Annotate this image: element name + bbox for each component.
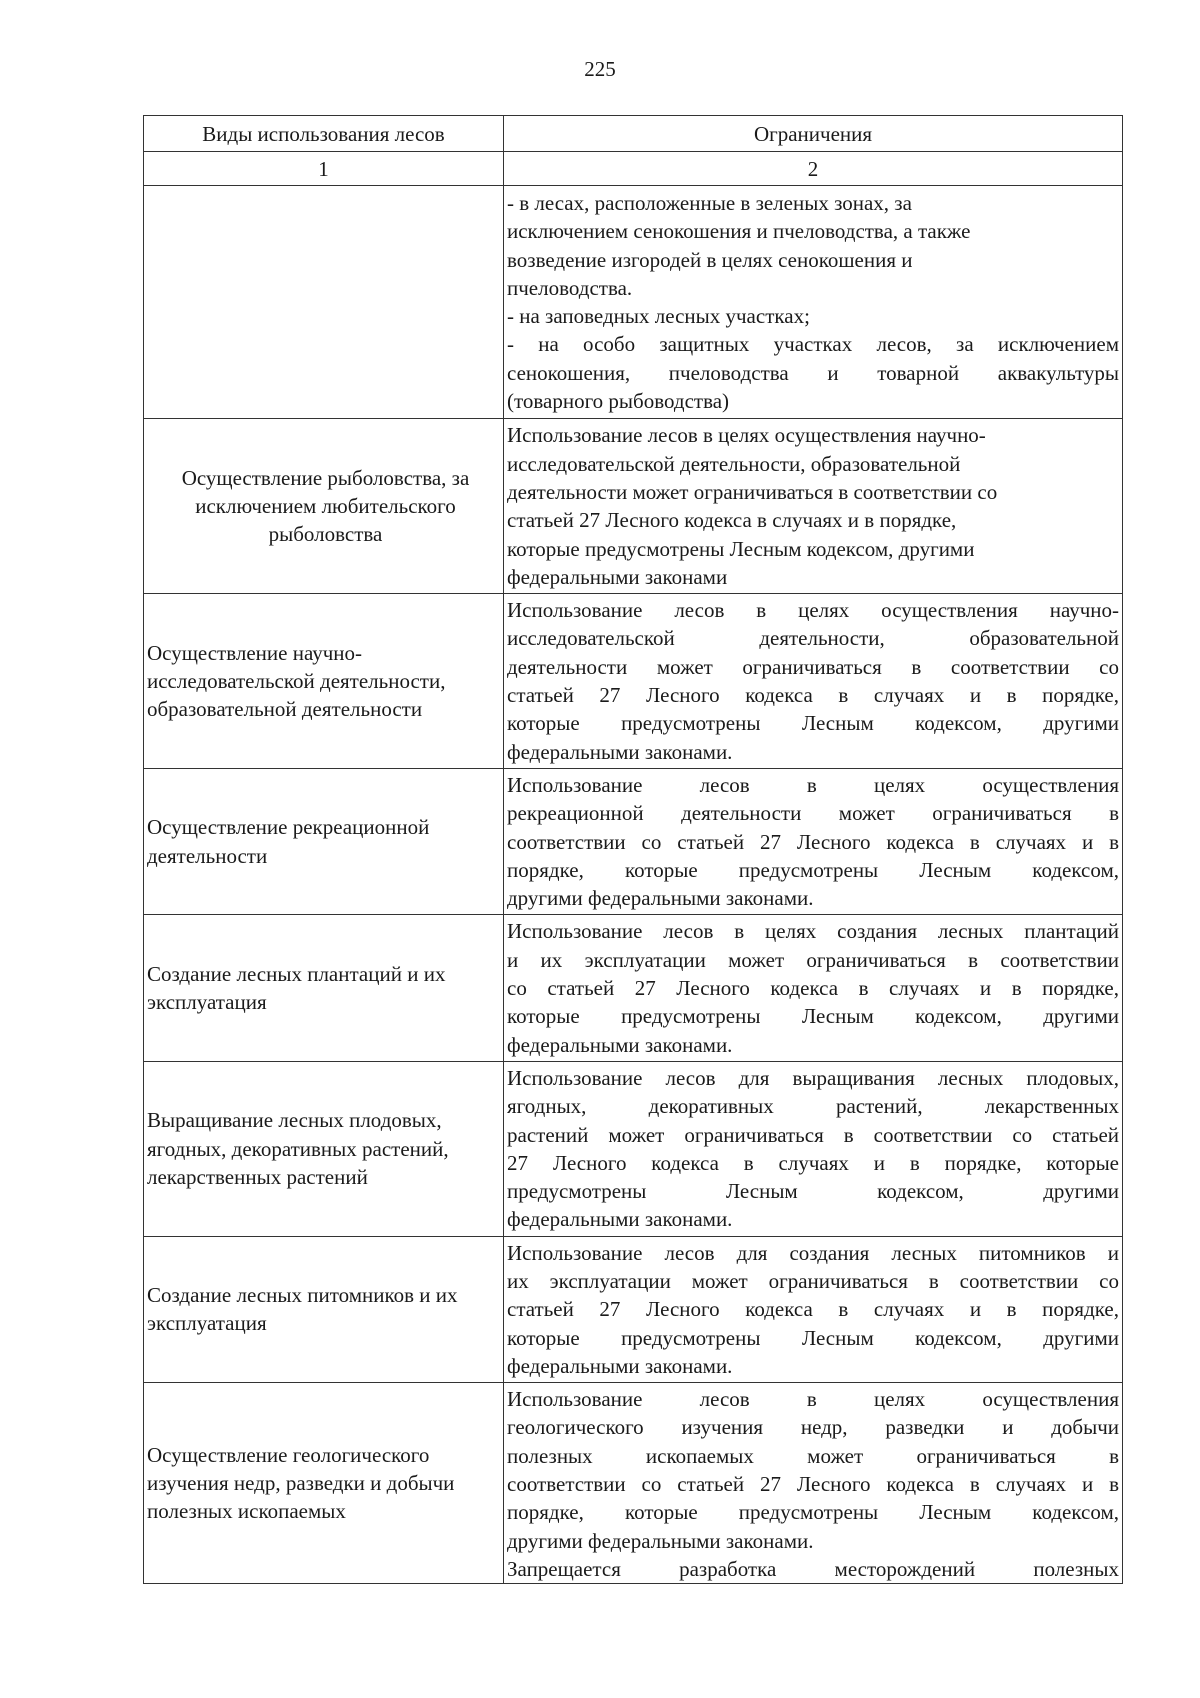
restriction-line: статьей 27 Лесного кодекса в случаях и в порядке,	[507, 1297, 1119, 1322]
restriction-line: деятельности может ограничиваться в соответствии со	[507, 654, 1119, 679]
restriction-line: статьей 27 Лесного кодекса в случаях и в порядке,	[507, 508, 957, 533]
column-number-row	[144, 152, 1123, 186]
forest-use-kind-cell: Осуществление научно-исследовательской деятельности, образовательной деятельности	[144, 594, 504, 769]
forest-use-kind-cell: Выращивание лесных плодовых, ягодных, декоративных растений, лекарственных растений	[144, 1061, 504, 1236]
restriction-line: (товарного рыбоводства)	[507, 389, 730, 414]
restriction-cell	[504, 1061, 1123, 1236]
restriction-cell	[504, 1236, 1123, 1382]
restriction-line: другими федеральными законами.	[507, 886, 814, 911]
restriction-cell	[504, 768, 1123, 914]
restriction-line: исключением сенокошения и пчеловодства, а также	[507, 219, 971, 244]
restriction-line: деятельности может ограничиваться в соответствии со	[507, 479, 998, 504]
restriction-line: порядке, которые предусмотрены Лесным кодексом,	[507, 1500, 1119, 1525]
restriction-line: рекреационной деятельности может ограничиваться в	[507, 801, 1119, 826]
restriction-line: растений может ограничиваться в соответствии со статьей	[507, 1122, 1119, 1147]
forest-use-kind-cell: Осуществление рекреационной деятельности	[144, 768, 504, 914]
table-row	[144, 186, 1123, 419]
restriction-cell	[504, 915, 1123, 1061]
column-number-2: 2	[504, 152, 1123, 186]
restriction-line: ягодных, декоративных растений, лекарственных	[507, 1094, 1119, 1119]
column-header-restrictions: Ограничения	[504, 116, 1123, 152]
restriction-line: сенокошения, пчеловодства и товарной аквакультуры	[507, 360, 1119, 385]
restriction-line: исследовательской деятельности, образовательной	[507, 626, 1119, 651]
restriction-line: Запрещается разработка месторождений полезных	[507, 1556, 1119, 1581]
forest-use-kind-cell: Осуществление рыболовства, за исключением любительского рыболовства	[144, 419, 504, 594]
restriction-line: Использование лесов в целях осуществления научно-	[507, 423, 986, 448]
page-number: 225	[584, 57, 616, 81]
restriction-line: их эксплуатации может ограничиваться в соответствии со	[507, 1268, 1119, 1293]
restriction-line: соответствии со статьей 27 Лесного кодекса в случаях и в	[507, 829, 1119, 854]
restriction-line: пчеловодства.	[507, 275, 633, 300]
restriction-line: Использование лесов в целях осуществления	[507, 1387, 1119, 1412]
forest-use-kind-cell: Создание лесных плантаций и их эксплуатация	[144, 915, 504, 1061]
table-row	[144, 915, 1123, 1061]
table-row	[144, 594, 1123, 769]
restriction-line: федеральными законами.	[507, 1353, 733, 1378]
restriction-line: статьей 27 Лесного кодекса в случаях и в порядке,	[507, 683, 1119, 708]
restriction-line: возведение изгородей в целях сенокошения и	[507, 247, 913, 272]
column-number-1: 1	[144, 152, 504, 186]
table-row	[144, 1236, 1123, 1382]
restriction-line: которые предусмотрены Лесным кодексом, другими	[507, 1325, 1119, 1350]
restriction-line: которые предусмотрены Лесным кодексом, другими	[507, 536, 975, 561]
restriction-line: которые предусмотрены Лесным кодексом, другими	[507, 711, 1119, 736]
restriction-line: 27 Лесного кодекса в случаях и в порядке, которые	[507, 1150, 1119, 1175]
header-row	[144, 116, 1123, 152]
restriction-line: федеральными законами.	[507, 1032, 733, 1057]
restriction-line: полезных ископаемых может ограничиваться в	[507, 1443, 1119, 1468]
restriction-line: со статьей 27 Лесного кодекса в случаях и в порядке,	[507, 976, 1119, 1001]
restriction-line: предусмотрены Лесным кодексом, другими	[507, 1179, 1119, 1204]
table-row	[144, 768, 1123, 914]
forest-use-restrictions-table	[143, 115, 1123, 1584]
restriction-line: порядке, которые предусмотрены Лесным кодексом,	[507, 857, 1119, 882]
restriction-line: федеральными законами.	[507, 739, 733, 764]
table-row	[144, 419, 1123, 594]
forest-use-kind-cell: Создание лесных питомников и их эксплуатация	[144, 1236, 504, 1382]
restriction-cell	[504, 594, 1123, 769]
restriction-cell	[504, 419, 1123, 594]
restriction-line: Использование лесов в целях осуществления научно-	[507, 598, 1119, 623]
restriction-cell	[504, 186, 1123, 419]
column-header-kinds: Виды использования лесов	[144, 116, 504, 152]
restriction-line: геологического изучения недр, разведки и добычи	[507, 1415, 1119, 1440]
restriction-line: Использование лесов в целях осуществления	[507, 772, 1119, 797]
restriction-line: Использование лесов в целях создания лесных плантаций	[507, 919, 1119, 944]
restriction-line: соответствии со статьей 27 Лесного кодекса в случаях и в	[507, 1472, 1119, 1497]
restriction-line: федеральными законами	[507, 564, 728, 589]
restriction-line: федеральными законами.	[507, 1207, 733, 1232]
restriction-line: Использование лесов для выращивания лесных плодовых,	[507, 1065, 1119, 1090]
restriction-line: Использование лесов для создания лесных питомников и	[507, 1240, 1119, 1265]
restriction-line: - на заповедных лесных участках;	[507, 304, 810, 329]
table-row	[144, 1061, 1123, 1236]
restriction-line: - в лесах, расположенные в зеленых зонах, за	[507, 191, 912, 215]
restriction-line: и их эксплуатации может ограничиваться в соответствии	[507, 947, 1119, 972]
forest-use-kind-cell	[144, 186, 504, 419]
forest-use-kind-cell: Осуществление геологического изучения недр, разведки и добычи полезных ископаемых	[144, 1383, 504, 1584]
restriction-line: - на особо защитных участках лесов, за исключением	[507, 332, 1119, 357]
restriction-line: которые предусмотрены Лесным кодексом, другими	[507, 1004, 1119, 1029]
restriction-cell	[504, 1383, 1123, 1584]
restriction-line: исследовательской деятельности, образовательной	[507, 451, 961, 476]
restriction-line: другими федеральными законами.	[507, 1528, 814, 1553]
table-row	[144, 1383, 1123, 1584]
